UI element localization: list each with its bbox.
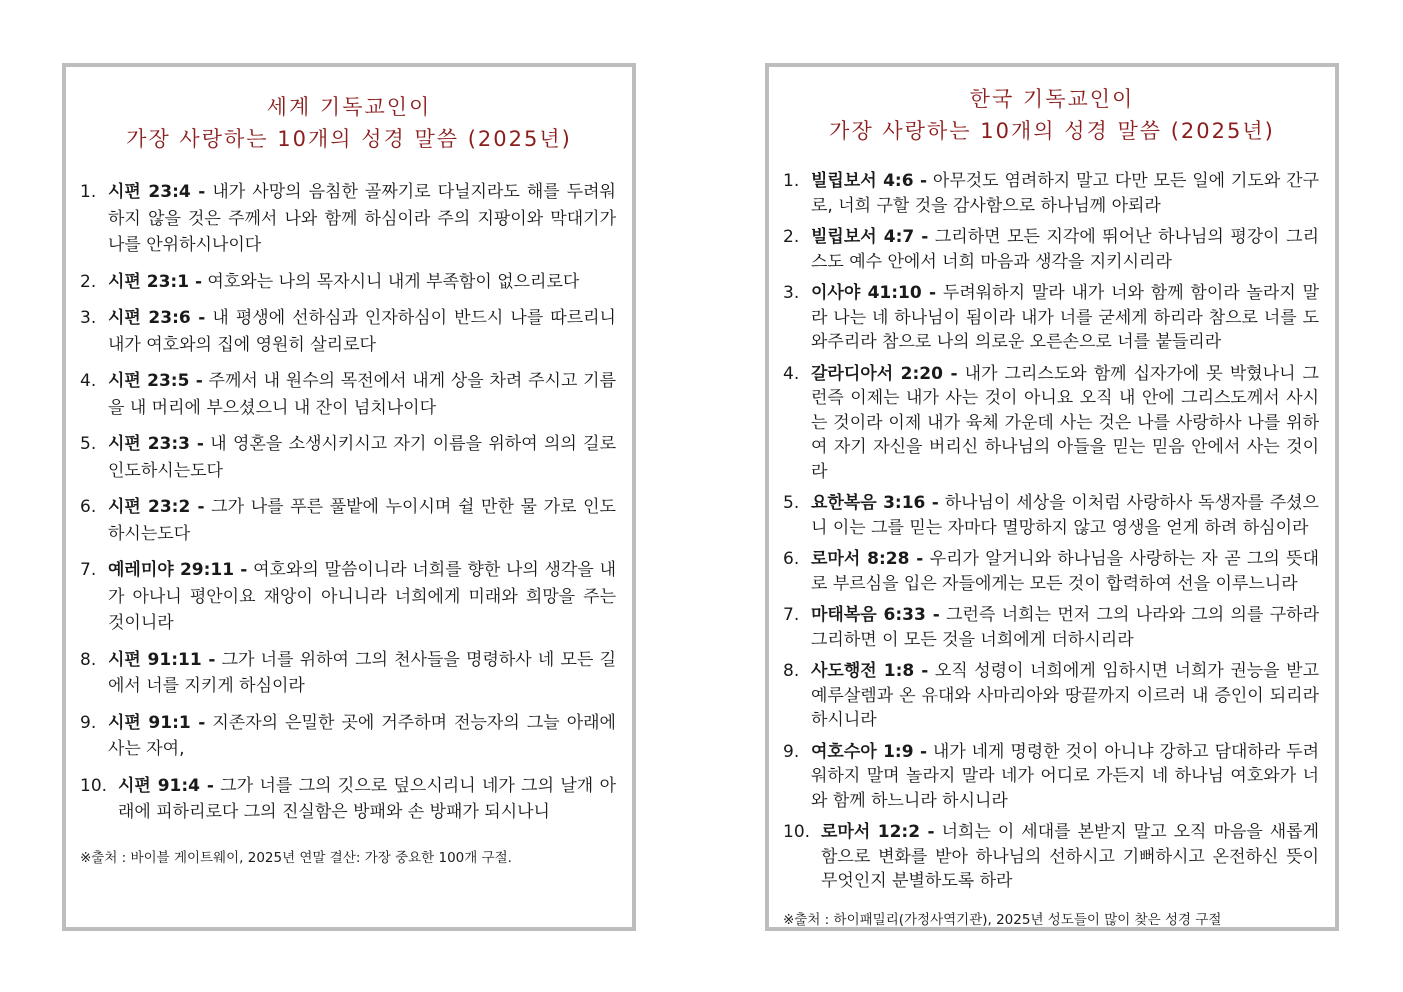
verse-reference: 시편 23:3 - (108, 434, 204, 454)
verse-reference: 여호수아 1:9 - (811, 741, 928, 762)
verse-item (769, 659, 1335, 733)
title-line-1: 세계 기독교인이 (266, 95, 432, 119)
verse-reference: 이사야 41:10 - (811, 283, 937, 303)
verse-text: 그가 너를 그의 깃으로 덮으시리니 네가 그의 날개 아래에 피하리로다 그의 진실함은 방패와 손 방패가 되시나니 (118, 775, 616, 822)
title-line-2: 가장 사랑하는 10개의 성경 말씀 (2025년) (829, 119, 1275, 143)
verse-item (769, 603, 1335, 652)
verse-number: 3. (783, 283, 800, 303)
verse-reference: 시편 23:2 - (108, 497, 205, 517)
verse-reference: 빌립보서 4:7 - (811, 227, 929, 247)
verse-number: 9. (783, 741, 800, 762)
verse-text: 두려워하지 말라 내가 너와 함께 함이라 놀라지 말라 나는 네 하나님이 됨이라 내가 너를 굳세게 하리라 참으로 너를 도와주리라 참으로 나의 의로운 오른손으로 너를 붙들리라 (811, 283, 1320, 352)
verse-text: 내가 그리스도와 함께 십자가에 못 박혔나니 그런즉 이제는 내가 사는 것이 아니요 오직 내 안에 그리스도께서 사시는 것이라 이제 내가 육체 가운데 사는 것은 나를 사랑하사 나를 위하여 자기 자신을 버리신 하나님의 아들을 믿는 믿음 안에서 사는 것이라 (811, 363, 1319, 482)
verse-number: 8. (80, 649, 97, 670)
verse-number: 8. (783, 661, 800, 681)
verse-item (66, 710, 632, 763)
verse-item (66, 773, 632, 826)
card-title (66, 91, 632, 155)
verse-number: 10. (80, 775, 108, 796)
verse-reference: 예레미야 29:11 - (108, 560, 248, 580)
verse-text: 내가 네게 명령한 것이 아니냐 강하고 담대하라 두려워하지 말며 놀라지 말라 네가 어디로 가든지 네 하나님 여호와가 너와 함께 하느니라 하시니라 (811, 741, 1319, 811)
verse-reference: 로마서 8:28 - (811, 549, 924, 569)
verse-item (66, 368, 632, 421)
verse-item (769, 362, 1335, 485)
verse-text: 지존자의 은밀한 곳에 거주하며 전능자의 그늘 아래에 사는 자여, (108, 712, 616, 759)
verse-reference: 시편 91:4 - (118, 775, 214, 796)
verse-number: 7. (783, 605, 800, 625)
verse-number: 5. (80, 434, 97, 454)
verse-text: 내가 사망의 음침한 골짜기로 다닐지라도 해를 두려워하지 않을 것은 주께서 나와 함께 하심이라 주의 지팡이와 막대기가 나를 안위하시나이다 (108, 182, 616, 255)
verse-list (66, 179, 632, 826)
korea-verses-card (765, 63, 1339, 931)
verse-reference: 시편 23:5 - (108, 371, 203, 391)
world-verses-card (62, 63, 636, 931)
title-line-2: 가장 사랑하는 10개의 성경 말씀 (2025년) (126, 127, 572, 151)
verse-number: 9. (80, 712, 97, 733)
verse-item (66, 179, 632, 259)
source-note: ※출처 : 하이패밀리(가정사역기관), 2025년 성도들이 많이 찾은 성경 구절 (783, 911, 1222, 928)
verse-number: 1. (80, 182, 97, 202)
verse-item (66, 557, 632, 637)
verse-reference: 사도행전 1:8 - (811, 661, 929, 681)
verse-item (66, 431, 632, 484)
verse-reference: 시편 23:4 - (108, 182, 206, 202)
verse-item (769, 547, 1335, 596)
verse-text: 아무것도 염려하지 말고 다만 모든 일에 기도와 간구로, 너희 구할 것을 감사함으로 하나님께 아뢰라 (811, 171, 1319, 216)
verse-text: 주께서 내 원수의 목전에서 내게 상을 차려 주시고 기름을 내 머리에 부으셨으니 내 잔이 넘치나이다 (108, 371, 616, 418)
verse-reference: 시편 91:11 - (108, 649, 216, 670)
verse-text: 여호와는 나의 목자시니 내게 부족함이 없으리로다 (202, 271, 580, 292)
verse-item (769, 281, 1335, 355)
verse-text: 그가 너를 위하여 그의 천사들을 명령하사 네 모든 길에서 너를 지키게 하심이라 (108, 649, 616, 696)
verse-item (769, 820, 1335, 894)
verse-item (769, 225, 1335, 274)
verse-number: 2. (80, 271, 97, 292)
verse-reference: 시편 23:1 - (108, 271, 203, 292)
verse-number: 4. (80, 371, 97, 391)
card-title (769, 83, 1335, 147)
verse-text: 하나님이 세상을 이처럼 사랑하사 독생자를 주셨으니 이는 그를 믿는 자마다 멸망하지 않고 영생을 얻게 하려 하심이라 (811, 493, 1319, 538)
verse-number: 10. (783, 822, 811, 842)
verse-number: 4. (783, 363, 800, 384)
verse-reference: 로마서 12:2 - (821, 822, 935, 842)
verse-item (769, 740, 1335, 814)
verse-reference: 시편 23:6 - (108, 308, 206, 328)
verse-text: 우리가 알거니와 하나님을 사랑하는 자 곧 그의 뜻대로 부르심을 입은 자들에게는 모든 것이 합력하여 선을 이루느니라 (811, 549, 1319, 594)
verse-number: 2. (783, 227, 800, 247)
verse-item (769, 491, 1335, 540)
verse-reference: 마태복음 6:33 - (811, 605, 940, 625)
verse-text: 오직 성령이 너희에게 임하시면 너희가 권능을 받고 예루살렘과 온 유대와 사마리아와 땅끝까지 이르러 내 증인이 되리라 하시니라 (811, 661, 1319, 730)
verse-number: 7. (80, 560, 97, 580)
verse-text: 너희는 이 세대를 본받지 말고 오직 마음을 새롭게 함으로 변화를 받아 하나님의 선하시고 기뻐하시고 온전하신 뜻이 무엇인지 분별하도록 하라 (821, 822, 1319, 891)
verse-text: 그런즉 너희는 먼저 그의 나라와 그의 의를 구하라 그리하면 이 모든 것을 너희에게 더하시리라 (811, 605, 1319, 650)
verse-reference: 빌립보서 4:6 - (811, 171, 928, 191)
verse-text: 그가 나를 푸른 풀밭에 누이시며 쉴 만한 물 가로 인도하시는도다 (108, 497, 616, 544)
verse-item (769, 169, 1335, 218)
verse-reference: 갈라디아서 2:20 - (811, 363, 958, 384)
verse-number: 6. (783, 549, 800, 569)
verse-text: 내 영혼을 소생시키시고 자기 이름을 위하여 의의 길로 인도하시는도다 (108, 434, 616, 481)
source-note: ※출처 : 바이블 게이트웨이, 2025년 연말 결산: 가장 중요한 100개 구절. (80, 849, 512, 866)
verse-text: 그리하면 모든 지각에 뛰어난 하나님의 평강이 그리스도 예수 안에서 너희 마음과 생각을 지키시리라 (811, 227, 1319, 272)
verse-reference: 시편 91:1 - (108, 712, 206, 733)
verse-reference: 요한복음 3:16 - (811, 493, 939, 513)
verse-number: 5. (783, 493, 800, 513)
verse-text: 내 평생에 선하심과 인자하심이 반드시 나를 따르리니 내가 여호와의 집에 영원히 살리로다 (108, 308, 616, 355)
verse-item (66, 494, 632, 547)
verse-number: 6. (80, 497, 97, 517)
verse-text: 여호와의 말씀이니라 너희를 향한 나의 생각을 내가 아나니 평안이요 재앙이 아니니라 너희에게 미래와 희망을 주는 것이니라 (108, 560, 616, 633)
verse-number: 3. (80, 308, 97, 328)
title-line-1: 한국 기독교인이 (969, 87, 1135, 111)
verse-number: 1. (783, 171, 800, 191)
verse-list (769, 169, 1335, 894)
verse-item (66, 647, 632, 700)
verse-item (66, 305, 632, 358)
verse-item (66, 269, 632, 296)
